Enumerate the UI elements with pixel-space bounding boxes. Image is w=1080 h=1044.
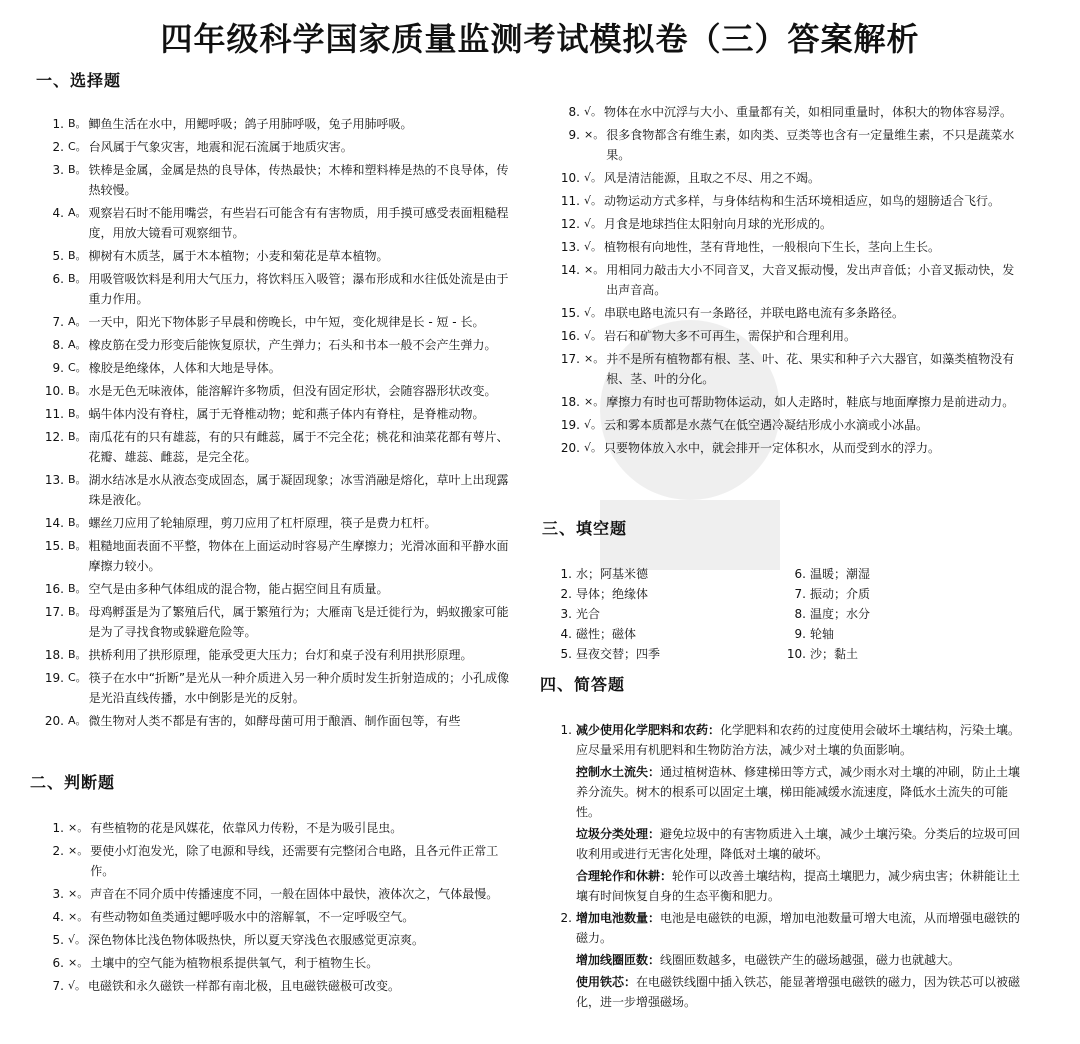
list-item bbox=[40, 536, 516, 576]
list-item bbox=[40, 602, 516, 642]
item-number: 11. bbox=[560, 194, 580, 208]
essay-point bbox=[576, 762, 1024, 822]
answer-mark: ×。 bbox=[584, 128, 605, 141]
point-text: 通过植树造林、修建梯田等方式，减少雨水对土壤的冲刷，防止土壤养分流失。树木的根系可以固定土壤，梯田能减缓水流速度，降低水土流失的可能性。 bbox=[576, 765, 1021, 819]
item-number: 13. bbox=[44, 473, 64, 487]
point-text: 电池是电磁铁的电源，增加电池数量可增大电流，从而增强电磁铁的磁力。 bbox=[576, 911, 1021, 945]
item-explanation: 橡胶是绝缘体，人体和大地是导体。 bbox=[88, 361, 281, 375]
list-item bbox=[40, 953, 516, 973]
item-number: 8. bbox=[52, 338, 64, 352]
item-explanation: 很多食物都含有维生素，如肉类、豆类等也含有一定量维生素，不只是蔬菜水果。 bbox=[606, 128, 1015, 162]
answer-mark: √。 bbox=[584, 171, 603, 184]
fill-grid bbox=[548, 564, 1018, 664]
list-item bbox=[556, 349, 1026, 389]
item-number: 9. bbox=[568, 128, 580, 142]
list-item bbox=[556, 102, 1026, 122]
point-text: 轮作可以改善土壤结构，提高土壤肥力，减少病虫害；休耕能让土壤有时间恢复自身的生态平衡和肥力。 bbox=[576, 869, 1021, 903]
item-number: 5. bbox=[52, 933, 64, 947]
fill-item bbox=[782, 564, 1016, 584]
item-number: 12. bbox=[44, 430, 64, 444]
list-item bbox=[40, 513, 516, 533]
fill-row bbox=[548, 624, 1018, 644]
answer-mark: A。 bbox=[68, 714, 87, 727]
fill-item bbox=[782, 604, 1016, 624]
item-explanation: 物体在水中沉浮与大小、重量都有关，如相同重量时，体积大的物体容易浮。 bbox=[604, 105, 1013, 119]
judge-list-right bbox=[556, 102, 1026, 461]
item-number: 19. bbox=[44, 671, 64, 685]
item-number: 15. bbox=[44, 539, 64, 553]
item-explanation: 螺丝刀应用了轮轴原理，剪刀应用了杠杆原理，筷子是费力杠杆。 bbox=[88, 516, 437, 530]
item-number: 16. bbox=[44, 582, 64, 596]
point-keyword: 增加线圈匝数： bbox=[576, 953, 661, 967]
item-number: 2. bbox=[52, 140, 64, 154]
answer-mark: B。 bbox=[68, 648, 87, 661]
fill-row bbox=[548, 584, 1018, 604]
item-explanation: 用吸管吸饮料是利用大气压力，将饮料压入吸管；瀑布形成和水往低处流是由于重力作用。 bbox=[88, 272, 509, 306]
answer-mark: √。 bbox=[584, 306, 603, 319]
item-explanation: 并不是所有植物都有根、茎、叶、花、果实和种子六大器官，如藻类植物没有根、茎、叶的分化。 bbox=[606, 352, 1015, 386]
item-number: 14. bbox=[44, 516, 64, 530]
answer-mark: B。 bbox=[68, 117, 87, 130]
essay-point bbox=[576, 866, 1024, 906]
item-explanation: 动物运动方式多样，与身体结构和生活环境相适应，如鸟的翅膀适合飞行。 bbox=[604, 194, 1001, 208]
answer-mark: B。 bbox=[68, 163, 87, 176]
fill-answer: 昼夜交替；四季 bbox=[576, 647, 661, 661]
item-explanation: 筷子在水中“折断”是光从一种介质进入另一种介质时发生折射造成的；小孔成像是光沿直线传播，水中倒影是光的反射。 bbox=[88, 671, 510, 705]
item-explanation: 蜗牛体内没有脊柱，属于无脊椎动物；蛇和燕子体内有脊柱，是脊椎动物。 bbox=[88, 407, 485, 421]
list-item bbox=[556, 326, 1026, 346]
section-heading-judge: 二、判断题 bbox=[30, 773, 116, 792]
fill-answer: 磁性；磁体 bbox=[576, 627, 637, 641]
answer-mark: C。 bbox=[68, 140, 87, 153]
list-item bbox=[40, 930, 516, 950]
answer-mark: B。 bbox=[68, 249, 87, 262]
list-item bbox=[40, 645, 516, 665]
answer-mark: √。 bbox=[68, 933, 87, 946]
fill-answer: 沙；黏土 bbox=[810, 647, 859, 661]
point-keyword: 减少使用化学肥料和农药： bbox=[576, 723, 721, 737]
item-explanation: 一天中，阳光下物体影子早晨和傍晚长，中午短，变化规律是长 - 短 - 长。 bbox=[88, 315, 485, 329]
essay-point bbox=[576, 972, 1024, 1012]
item-explanation: 柳树有木质茎，属于木本植物；小麦和菊花是草本植物。 bbox=[88, 249, 389, 263]
answer-mark: A。 bbox=[68, 315, 87, 328]
item-explanation: 土壤中的空气能为植物根系提供氧气，利于植物生长。 bbox=[90, 956, 379, 970]
point-keyword: 使用铁芯： bbox=[576, 975, 637, 989]
item-number: 4. bbox=[52, 910, 64, 924]
item-number: 5. bbox=[52, 249, 64, 263]
fill-answer: 光合 bbox=[576, 607, 601, 621]
item-number: 12. bbox=[560, 217, 580, 231]
answer-mark: √。 bbox=[584, 105, 603, 118]
item-explanation: 台风属于气象灾害，地震和泥石流属于地质灾害。 bbox=[88, 140, 353, 154]
list-item bbox=[40, 335, 516, 355]
list-item bbox=[40, 907, 516, 927]
item-number: 18. bbox=[560, 395, 580, 409]
list-item bbox=[40, 841, 516, 881]
item-number: 18. bbox=[44, 648, 64, 662]
item-number: 13. bbox=[560, 240, 580, 254]
point-text: 在电磁铁线圈中插入铁芯，能显著增强电磁铁的磁力，因为铁芯可以被磁化，进一步增强磁场。 bbox=[576, 975, 1021, 1009]
answer-mark: B。 bbox=[68, 407, 87, 420]
answer-mark: √。 bbox=[584, 217, 603, 230]
item-explanation: 水是无色无味液体，能溶解许多物质，但没有固定形状，会随容器形状改变。 bbox=[88, 384, 497, 398]
essay-item bbox=[550, 720, 1024, 908]
list-item bbox=[40, 818, 516, 838]
list-item bbox=[556, 392, 1026, 412]
item-number: 6. bbox=[794, 567, 806, 581]
item-number: 7. bbox=[52, 979, 64, 993]
item-explanation: 要使小灯泡发光，除了电源和导线，还需要有完整闭合电路，且各元件正常工作。 bbox=[90, 844, 499, 878]
list-item bbox=[556, 214, 1026, 234]
answer-mark: ×。 bbox=[68, 956, 89, 969]
answer-mark: ×。 bbox=[68, 887, 89, 900]
answer-mark: ×。 bbox=[68, 821, 89, 834]
item-explanation: 有些动物如鱼类通过鳃呼吸水中的溶解氧，不一定呼吸空气。 bbox=[90, 910, 415, 924]
answer-mark: B。 bbox=[68, 539, 87, 552]
item-number: 10. bbox=[786, 647, 806, 661]
list-item bbox=[40, 358, 516, 378]
item-number: 2. bbox=[560, 587, 572, 601]
item-number: 7. bbox=[52, 315, 64, 329]
answer-mark: B。 bbox=[68, 384, 87, 397]
list-item bbox=[556, 237, 1026, 257]
answer-mark: ×。 bbox=[68, 910, 89, 923]
answer-mark: B。 bbox=[68, 473, 87, 486]
point-keyword: 控制水土流失： bbox=[576, 765, 661, 779]
list-item bbox=[40, 976, 516, 996]
answer-mark: √。 bbox=[584, 240, 603, 253]
item-number: 8. bbox=[794, 607, 806, 621]
answer-mark: B。 bbox=[68, 582, 87, 595]
item-explanation: 橡皮筋在受力形变后能恢复原状，产生弹力；石头和书本一般不会产生弹力。 bbox=[88, 338, 497, 352]
answer-mark: √。 bbox=[584, 194, 603, 207]
essay-body bbox=[576, 908, 1024, 1014]
item-number: 3. bbox=[52, 163, 64, 177]
list-item bbox=[40, 160, 516, 200]
list-item bbox=[556, 260, 1026, 300]
point-keyword: 合理轮作和休耕： bbox=[576, 869, 673, 883]
item-number: 1. bbox=[560, 723, 572, 737]
item-explanation: 用相同力敲击大小不同音叉，大音叉振动慢，发出声音低；小音叉振动快，发出声音高。 bbox=[606, 263, 1015, 297]
fill-answer: 导体；绝缘体 bbox=[576, 587, 649, 601]
item-explanation: 月食是地球挡住太阳射向月球的光形成的。 bbox=[604, 217, 833, 231]
fill-item bbox=[548, 624, 782, 644]
list-item bbox=[556, 438, 1026, 458]
item-explanation: 南瓜花有的只有雄蕊，有的只有雌蕊，属于不完全花；桃花和油菜花都有萼片、花瓣、雄蕊、雌蕊，是完全花。 bbox=[88, 430, 509, 464]
item-number: 1. bbox=[560, 567, 572, 581]
item-explanation: 空气是由多种气体组成的混合物，能占据空间且有质量。 bbox=[88, 582, 389, 596]
answer-mark: √。 bbox=[68, 979, 87, 992]
item-explanation: 声音在不同介质中传播速度不同，一般在固体中最快，液体次之，气体最慢。 bbox=[90, 887, 499, 901]
point-keyword: 增加电池数量： bbox=[576, 911, 661, 925]
item-explanation: 铁棒是金属，金属是热的良导体，传热最快；木棒和塑料棒是热的不良导体，传热较慢。 bbox=[88, 163, 509, 197]
answer-mark: B。 bbox=[68, 516, 87, 529]
judge-list-left bbox=[40, 818, 516, 999]
list-item bbox=[556, 125, 1026, 165]
item-explanation: 岩石和矿物大多不可再生，需保护和合理利用。 bbox=[604, 329, 857, 343]
item-explanation: 只要物体放入水中，就会排开一定体积水，从而受到水的浮力。 bbox=[604, 441, 941, 455]
answer-mark: √。 bbox=[584, 441, 603, 454]
fill-answer: 水；阿基米德 bbox=[576, 567, 649, 581]
answer-mark: ×。 bbox=[584, 352, 605, 365]
answer-mark: √。 bbox=[584, 329, 603, 342]
list-item bbox=[40, 404, 516, 424]
item-number: 10. bbox=[44, 384, 64, 398]
list-item bbox=[40, 312, 516, 332]
list-item bbox=[40, 427, 516, 467]
list-item bbox=[556, 415, 1026, 435]
item-explanation: 湖水结冰是水从液态变成固态，属于凝固现象；冰雪消融是熔化，草叶上出现露珠是液化。 bbox=[88, 473, 509, 507]
item-explanation: 云和雾本质都是水蒸气在低空遇冷凝结形成小水滴或小冰晶。 bbox=[604, 418, 929, 432]
item-number: 6. bbox=[52, 956, 64, 970]
list-item bbox=[556, 303, 1026, 323]
item-explanation: 深色物体比浅色物体吸热快，所以夏天穿浅色衣服感觉更凉爽。 bbox=[88, 933, 425, 947]
item-number: 3. bbox=[52, 887, 64, 901]
item-explanation: 串联电路电流只有一条路径，并联电路电流有多条路径。 bbox=[604, 306, 905, 320]
list-item bbox=[40, 203, 516, 243]
section-heading-fill: 三、填空题 bbox=[542, 519, 628, 538]
point-text: 化学肥料和农药的过度使用会破坏土壤结构，污染土壤。应尽量采用有机肥料和生物防治方法，减少对土壤的负面影响。 bbox=[576, 723, 1021, 757]
fill-item bbox=[548, 644, 782, 664]
item-number: 17. bbox=[44, 605, 64, 619]
item-number: 1. bbox=[52, 821, 64, 835]
item-number: 2. bbox=[560, 911, 572, 925]
fill-item bbox=[782, 584, 1016, 604]
fill-answer: 振动；介质 bbox=[810, 587, 871, 601]
list-item bbox=[556, 168, 1026, 188]
essay-list bbox=[550, 720, 1024, 1014]
item-number: 9. bbox=[52, 361, 64, 375]
item-explanation: 植物根有向地性，茎有背地性，一般根向下生长，茎向上生长。 bbox=[604, 240, 941, 254]
fill-row bbox=[548, 604, 1018, 624]
item-number: 16. bbox=[560, 329, 580, 343]
list-item bbox=[40, 381, 516, 401]
item-number: 20. bbox=[44, 714, 64, 728]
item-number: 10. bbox=[560, 171, 580, 185]
item-explanation: 粗糙地面表面不平整，物体在上面运动时容易产生摩擦力；光滑冰面和平静水面摩擦力较小。 bbox=[88, 539, 509, 573]
list-item bbox=[556, 191, 1026, 211]
item-number: 6. bbox=[52, 272, 64, 286]
item-explanation: 观察岩石时不能用嘴尝，有些岩石可能含有有害物质，用手摸可感受表面粗糙程度，用放大镜看可观察细节。 bbox=[88, 206, 509, 240]
item-explanation: 母鸡孵蛋是为了繁殖后代，属于繁殖行为；大雁南飞是迁徙行为，蚂蚁搬家可能是为了寻找食物或躲避危险等。 bbox=[88, 605, 509, 639]
item-explanation: 摩擦力有时也可帮助物体运动，如人走路时，鞋底与地面摩擦力是前进动力。 bbox=[606, 395, 1015, 409]
fill-item bbox=[548, 604, 782, 624]
fill-item bbox=[548, 584, 782, 604]
item-number: 4. bbox=[52, 206, 64, 220]
answer-mark: √。 bbox=[584, 418, 603, 431]
item-number: 5. bbox=[560, 647, 572, 661]
item-number: 11. bbox=[44, 407, 64, 421]
list-item bbox=[40, 470, 516, 510]
item-number: 8. bbox=[568, 105, 580, 119]
essay-point bbox=[576, 720, 1024, 760]
fill-row bbox=[548, 564, 1018, 584]
item-explanation: 微生物对人类不都是有害的，如酵母菌可用于酿酒、制作面包等，有些 bbox=[88, 714, 461, 728]
item-number: 2. bbox=[52, 844, 64, 858]
fill-item bbox=[782, 624, 1016, 644]
essay-point bbox=[576, 950, 1024, 970]
item-number: 7. bbox=[794, 587, 806, 601]
essay-point bbox=[576, 908, 1024, 948]
list-item bbox=[40, 668, 516, 708]
point-keyword: 垃圾分类处理： bbox=[576, 827, 661, 841]
list-item bbox=[40, 711, 516, 731]
section-heading-choice: 一、选择题 bbox=[36, 71, 122, 90]
item-number: 15. bbox=[560, 306, 580, 320]
item-explanation: 拱桥利用了拱形原理，能承受更大压力；台灯和桌子没有利用拱形原理。 bbox=[88, 648, 473, 662]
answer-mark: ×。 bbox=[584, 395, 605, 408]
item-number: 17. bbox=[560, 352, 580, 366]
fill-answer: 轮轴 bbox=[810, 627, 835, 641]
answer-mark: B。 bbox=[68, 605, 87, 618]
list-item bbox=[40, 114, 516, 134]
list-item bbox=[40, 137, 516, 157]
fill-answer: 温度；水分 bbox=[810, 607, 871, 621]
point-text: 避免垃圾中的有害物质进入土壤，减少土壤污染。分类后的垃圾可回收利用或进行无害化处理，降低对土壤的破坏。 bbox=[576, 827, 1021, 861]
answer-mark: B。 bbox=[68, 430, 87, 443]
section-heading-essay: 四、简答题 bbox=[540, 675, 626, 694]
essay-point bbox=[576, 824, 1024, 864]
item-number: 9. bbox=[794, 627, 806, 641]
list-item bbox=[40, 884, 516, 904]
answer-mark: C。 bbox=[68, 671, 87, 684]
essay-item bbox=[550, 908, 1024, 1014]
list-item bbox=[40, 579, 516, 599]
page-title: 四年级科学国家质量监测考试模拟卷（三）答案解析 bbox=[160, 20, 920, 58]
item-number: 3. bbox=[560, 607, 572, 621]
point-text: 线圈匝数越多，电磁铁产生的磁场越强，磁力也就越大。 bbox=[660, 953, 961, 967]
item-explanation: 电磁铁和永久磁铁一样都有南北极，且电磁铁磁极可改变。 bbox=[88, 979, 401, 993]
answer-mark: A。 bbox=[68, 338, 87, 351]
answer-mark: ×。 bbox=[584, 263, 605, 276]
answer-mark: B。 bbox=[68, 272, 87, 285]
fill-item bbox=[782, 644, 1016, 664]
answer-mark: ×。 bbox=[68, 844, 89, 857]
item-number: 1. bbox=[52, 117, 64, 131]
essay-body bbox=[576, 720, 1024, 908]
item-number: 4. bbox=[560, 627, 572, 641]
item-number: 19. bbox=[560, 418, 580, 432]
item-explanation: 风是清洁能源，且取之不尽、用之不竭。 bbox=[604, 171, 821, 185]
fill-answer: 温暖；潮湿 bbox=[810, 567, 871, 581]
fill-row bbox=[548, 644, 1018, 664]
answer-mark: A。 bbox=[68, 206, 87, 219]
item-number: 14. bbox=[560, 263, 580, 277]
choice-list bbox=[40, 114, 516, 734]
item-explanation: 鲫鱼生活在水中，用鳃呼吸；鸽子用肺呼吸，兔子用肺呼吸。 bbox=[88, 117, 413, 131]
fill-item bbox=[548, 564, 782, 584]
item-number: 20. bbox=[560, 441, 580, 455]
list-item bbox=[40, 269, 516, 309]
answer-mark: C。 bbox=[68, 361, 87, 374]
list-item bbox=[40, 246, 516, 266]
item-explanation: 有些植物的花是风媒花，依靠风力传粉，不是为吸引昆虫。 bbox=[90, 821, 403, 835]
